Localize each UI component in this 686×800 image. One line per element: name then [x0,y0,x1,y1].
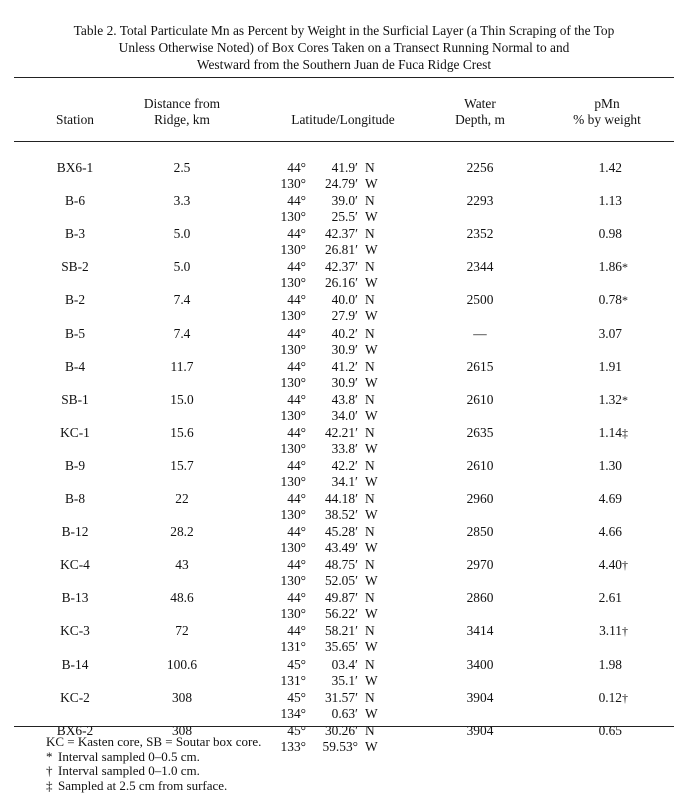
pmn-cell [560,193,654,209]
station-cell: B-13 [61,590,89,606]
lon-hemisphere: W [365,242,378,258]
lon-minutes: 56.22′ [324,606,358,622]
lon-degrees: 133° [280,738,306,754]
station-cell: B-14 [61,656,89,672]
lat-degrees: 44° [287,491,306,506]
lon-degrees: 130° [280,275,306,291]
distance-cell: 28.2 [170,524,194,540]
lat-hemisphere: N [365,325,375,341]
table-row [0,259,686,294]
distance-cell: 15.7 [170,457,194,473]
distance-cell: 11.7 [170,358,194,374]
lat-minutes: 40.2′ [331,325,358,341]
distance-cell: 7.4 [173,292,191,308]
lat-hemisphere: N [365,424,375,440]
station-cell: B-12 [61,524,89,540]
lat-minutes: 30.26′ [324,722,358,738]
header-depth-line: Depth, m [455,112,505,127]
lon-minutes: 26.81′ [324,242,358,258]
header-pmn-line: pMn [594,96,620,111]
pmn-note: * [622,392,628,407]
pmn-value: 1.32 [598,391,622,407]
lat-hemisphere: N [365,557,375,573]
lon-degrees: 134° [280,705,306,721]
table-row [0,623,686,658]
lon-degrees: 130° [280,440,306,456]
pmn-value: 1.13 [598,193,622,209]
lat-degrees: 44° [287,292,306,308]
lon-hemisphere: W [365,639,378,655]
pmn-note: * [622,260,628,275]
table-row [0,226,686,261]
lat-hemisphere: N [365,391,375,407]
table-row [0,392,686,427]
lon-minutes: 27.9′ [331,308,358,324]
lat-minutes: 31.57′ [324,689,358,705]
pmn-value: 0.98 [598,226,622,242]
table-caption [14,22,674,73]
lat-degrees: 44° [287,557,306,573]
lat-degrees: 44° [287,226,306,242]
pmn-cell [560,524,654,540]
lat-degrees: 44° [287,524,306,540]
header-distance-line: Ridge, km [154,112,210,127]
lat-minutes: 43.8′ [331,391,358,407]
lon-hemisphere: W [365,473,378,489]
footnote-text: KC = Kasten core, SB = Soutar box core. [46,734,262,749]
lon-hemisphere: W [365,176,378,191]
lon-hemisphere: W [365,440,378,456]
lon-hemisphere: W [365,341,378,357]
lat-minutes: 58.21′ [324,623,358,639]
depth-cell: 3414 [466,623,494,639]
header-pmn-line: % by weight [573,112,641,127]
depth-cell: 2860 [466,590,494,606]
pmn-value: 0.12 [598,689,622,705]
lat-hemisphere: N [365,457,375,473]
caption-line: Table 2. Total Particulate Mn as Percent by Weight in the Surficial Layer (a Thin Scraping of the Top [73,23,615,38]
station-cell: B-4 [64,358,86,374]
depth-cell: 2256 [466,160,494,175]
distance-cell: 48.6 [170,590,194,606]
lon-minutes: 30.9′ [331,374,358,390]
footnote-symbol: † [46,763,53,778]
footnote [46,735,261,750]
depth-cell: 2960 [466,491,494,506]
lon-degrees: 131° [280,639,306,655]
table-row [0,292,686,327]
depth-cell: 2352 [466,226,494,242]
pmn-value: 3.11 [599,623,622,639]
lon-minutes: 30.9′ [331,341,358,357]
station-cell: B-8 [64,491,86,506]
lon-minutes: 0.63′ [331,705,358,721]
lon-minutes: 38.52′ [324,507,358,522]
pmn-value: 1.42 [598,160,622,175]
distance-cell: 2.5 [173,160,191,175]
pmn-cell [560,259,654,275]
pmn-value: 3.07 [598,325,622,341]
lon-degrees: 130° [280,407,306,423]
lon-degrees: 130° [280,374,306,390]
lat-minutes: 42.37′ [324,226,358,242]
table-row [0,590,686,625]
lat-minutes: 49.87′ [324,590,358,606]
pmn-cell [560,623,654,639]
footnote [46,764,261,779]
lat-degrees: 44° [287,424,306,440]
station-cell: KC-2 [60,689,90,705]
footnote [46,750,261,765]
pmn-value: 1.30 [598,457,622,473]
footnote-text: Sampled at 2.5 cm from surface. [58,777,228,793]
pmn-note: † [622,690,628,705]
pmn-cell [560,292,654,308]
lon-hemisphere: W [365,705,378,721]
header-depth [440,96,520,128]
pmn-cell [560,458,654,474]
lat-hemisphere: N [365,722,375,738]
depth-cell: 2344 [466,259,494,275]
table-row [0,359,686,394]
lat-minutes: 44.18′ [324,491,358,506]
station-cell: KC-3 [60,623,90,639]
pmn-value: 4.69 [598,491,622,506]
pmn-cell [560,425,654,441]
header-depth-line: Water [464,96,496,111]
station-cell: B-5 [64,325,86,341]
table-row [0,690,686,725]
footnote-text: Interval sampled 0–0.5 cm. [58,748,200,764]
depth-cell: 2500 [466,292,494,308]
lon-minutes: 33.8′ [331,440,358,456]
pmn-cell [560,690,654,706]
pmn-note: ‡ [622,425,628,440]
header-latlon: Latitude/Longitude [291,112,395,127]
depth-cell: 2850 [466,524,494,540]
lon-hemisphere: W [365,540,378,556]
distance-cell: 3.3 [173,193,191,209]
depth-cell: 2610 [466,457,494,473]
header-station: Station [56,112,94,127]
caption-line: Westward from the Southern Juan de Fuca Ridge Crest [196,57,492,72]
depth-cell: 2615 [466,358,494,374]
table-row [0,557,686,592]
distance-cell: 15.6 [170,424,194,440]
lon-minutes: 25.5′ [331,209,358,225]
lat-degrees: 44° [287,193,306,209]
lat-degrees: 44° [287,590,306,606]
pmn-cell [560,557,654,573]
lon-degrees: 130° [280,473,306,489]
pmn-cell [560,590,654,606]
distance-cell: 22 [175,491,189,506]
distance-cell: 7.4 [173,325,191,341]
lat-minutes: 48.75′ [324,557,358,573]
pmn-value: 4.66 [598,524,622,540]
footnote-symbol: ‡ [46,777,53,793]
lat-hemisphere: N [365,358,375,374]
lon-degrees: 130° [280,573,306,589]
lon-hemisphere: W [365,573,378,589]
pmn-cell [560,392,654,408]
footnote-text: Interval sampled 0–1.0 cm. [58,763,200,778]
bottom-rule [14,726,674,727]
lat-hemisphere: N [365,623,375,639]
lat-hemisphere: N [365,656,375,672]
lat-hemisphere: N [365,160,375,175]
distance-cell: 72 [175,623,189,639]
lon-degrees: 130° [280,507,306,522]
top-rule [14,77,674,78]
lat-hemisphere: N [365,590,375,606]
station-cell: B-6 [64,193,86,209]
pmn-note: † [622,558,628,573]
lat-minutes: 39.0′ [331,193,358,209]
depth-cell: 3904 [466,722,494,738]
distance-cell: 15.0 [170,391,194,407]
depth-cell: 2610 [466,391,494,407]
lon-hemisphere: W [365,374,378,390]
distance-cell: 43 [175,557,189,573]
depth-cell: 3904 [466,689,494,705]
station-cell: SB-1 [61,391,89,407]
station-cell: B-2 [64,292,86,308]
header-rule [14,141,674,142]
lat-minutes: 42.37′ [324,259,358,275]
header-distance-line: Distance from [143,96,221,111]
footnotes [46,735,261,793]
station-cell: B-9 [64,457,86,473]
lat-hemisphere: N [365,193,375,209]
lon-hemisphere: W [365,738,378,754]
table-row [0,458,686,493]
distance-cell: 308 [171,689,193,705]
lon-degrees: 130° [280,308,306,324]
table-row [0,193,686,228]
lat-degrees: 45° [287,656,306,672]
table-row [0,160,686,195]
distance-cell: 5.0 [173,226,191,242]
lat-minutes: 03.4′ [331,656,358,672]
depth-cell: 2635 [466,424,494,440]
lon-degrees: 130° [280,341,306,357]
pmn-cell [560,326,654,342]
lat-degrees: 44° [287,457,306,473]
station-cell: BX6-1 [56,160,94,175]
lon-hemisphere: W [365,407,378,423]
station-cell: KC-1 [60,424,90,440]
lon-hemisphere: W [365,606,378,622]
lat-hemisphere: N [365,259,375,275]
header-distance [130,96,234,128]
lon-minutes: 35.1′ [331,672,358,688]
pmn-note: † [622,624,628,639]
lon-degrees: 130° [280,209,306,225]
lat-hemisphere: N [365,292,375,308]
lat-degrees: 44° [287,325,306,341]
depth-cell: 2970 [466,557,494,573]
footnote-symbol: * [46,748,53,764]
table-row [0,524,686,559]
distance-cell: 308 [171,722,193,738]
lon-degrees: 130° [280,606,306,622]
pmn-note: * [622,293,628,308]
pmn-value: 1.14 [598,424,622,440]
pmn-value: 4.40 [598,557,622,573]
station-cell: KC-4 [60,557,90,573]
lat-minutes: 41.9′ [331,160,358,175]
lat-degrees: 44° [287,358,306,374]
lon-hemisphere: W [365,672,378,688]
distance-cell: 5.0 [173,259,191,275]
lat-degrees: 45° [287,689,306,705]
lat-hemisphere: N [365,524,375,540]
depth-cell: 3400 [466,656,494,672]
lon-minutes: 24.79′ [324,176,358,191]
pmn-value: 1.91 [598,358,622,374]
lat-degrees: 44° [287,160,306,175]
lat-degrees: 44° [287,391,306,407]
pmn-cell [560,359,654,375]
footnote [46,779,261,794]
lat-hemisphere: N [365,689,375,705]
lat-minutes: 42.21′ [324,424,358,440]
lat-minutes: 42.2′ [331,457,358,473]
lat-hemisphere: N [365,491,375,506]
lon-hemisphere: W [365,275,378,291]
lat-hemisphere: N [365,226,375,242]
lon-minutes: 35.65′ [324,639,358,655]
pmn-value: 0.78 [598,292,622,308]
station-cell: BX6-2 [56,722,94,738]
pmn-cell [560,160,654,176]
pmn-value: 2.61 [598,590,622,606]
lon-minutes: 43.49′ [324,540,358,556]
lon-minutes: 52.05′ [324,573,358,589]
pmn-cell [560,226,654,242]
lon-hemisphere: W [365,507,378,522]
lat-degrees: 44° [287,623,306,639]
table-row [0,425,686,460]
caption-line: Unless Otherwise Noted) of Box Cores Taken on a Transect Running Normal to and [118,40,570,55]
header-pmn [550,96,664,128]
station-cell: B-3 [64,226,86,242]
lon-hemisphere: W [365,308,378,324]
lon-degrees: 130° [280,176,306,191]
lat-minutes: 45.28′ [324,524,358,540]
depth-cell: — [473,325,487,341]
lon-hemisphere: W [365,209,378,225]
lon-minutes: 34.1′ [331,473,358,489]
table-row [0,491,686,526]
pmn-value: 1.98 [598,656,622,672]
lon-minutes: 26.16′ [324,275,358,291]
lat-degrees: 44° [287,259,306,275]
station-cell: SB-2 [61,259,89,275]
lon-degrees: 131° [280,672,306,688]
pmn-value: 0.65 [598,722,622,738]
pmn-cell [560,491,654,507]
pmn-value: 1.86 [598,259,622,275]
distance-cell: 100.6 [166,656,198,672]
lat-minutes: 41.2′ [331,358,358,374]
depth-cell: 2293 [466,193,494,209]
lon-minutes: 34.0′ [331,407,358,423]
lon-degrees: 130° [280,540,306,556]
table-row [0,326,686,361]
pmn-cell [560,657,654,673]
lat-minutes: 40.0′ [331,292,358,308]
lon-minutes: 59.53° [322,738,358,754]
table-row [0,657,686,692]
lat-degrees: 45° [287,722,306,738]
lon-degrees: 130° [280,242,306,258]
